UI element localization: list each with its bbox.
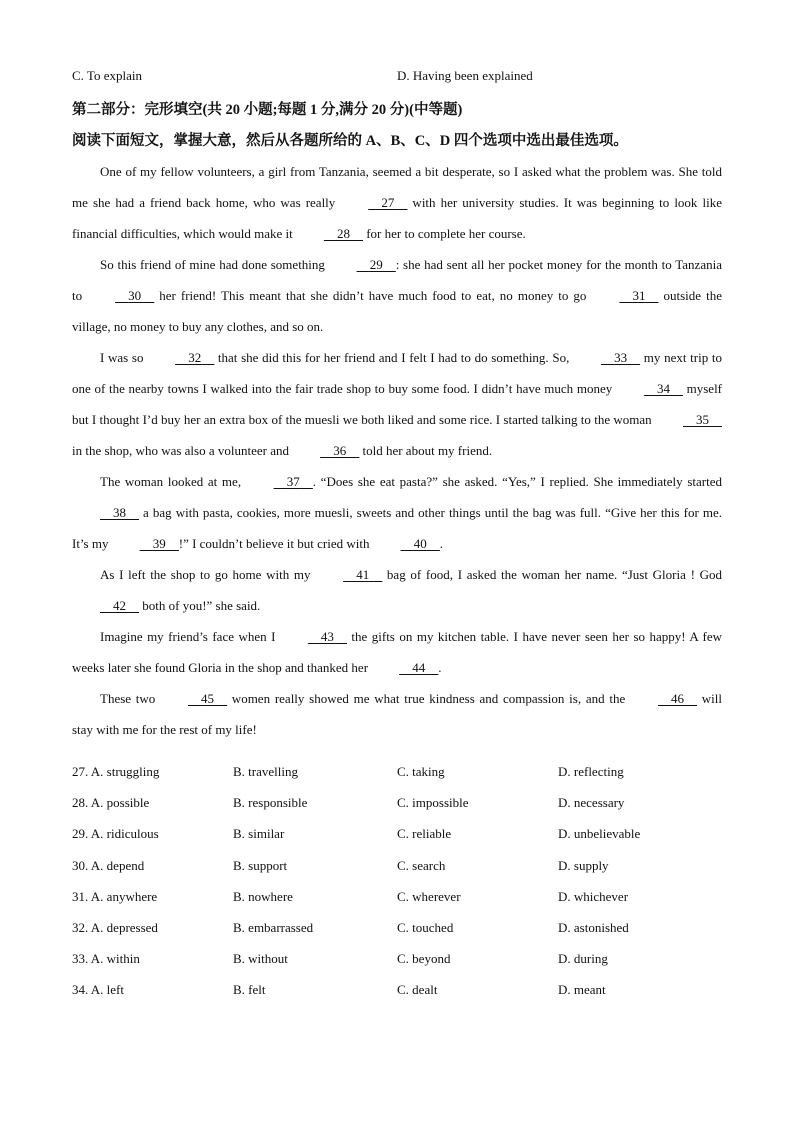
passage-text: One of my fellow volunteers, a girl from Tanzania, seemed a bit desperate, so I asked what the problem was. She told me she had a friend back home, who was really bbox=[72, 164, 722, 210]
blank-27: 27 bbox=[381, 195, 395, 210]
option-c: C. impossible bbox=[397, 795, 469, 811]
option-d: D. astonished bbox=[558, 919, 629, 935]
option-a: 29. A. ridiculous bbox=[72, 826, 159, 842]
passage-paragraph-4 bbox=[72, 466, 722, 559]
passage-text: a bag with pasta, cookies, more muesli, sweets and other things until the bag was full. “Give her this for me. It’s my bbox=[72, 505, 722, 551]
passage-text: As I left the shop to go home with my bbox=[100, 567, 316, 582]
blank-41: 41 bbox=[356, 567, 370, 582]
blank-38: 38 bbox=[113, 505, 126, 520]
option-b: B. travelling bbox=[233, 764, 298, 779]
passage-text: bag of food, I asked the woman her name. “Just Gloria ! God bbox=[382, 567, 722, 582]
option-b: B. responsible bbox=[233, 795, 308, 811]
blank-33: 33 bbox=[614, 350, 628, 365]
blank-28: 28 bbox=[336, 226, 350, 241]
option-d: D. necessary bbox=[558, 795, 625, 811]
blank-46: 46 bbox=[671, 691, 685, 706]
option-c: C. search bbox=[397, 857, 446, 873]
option-d: D. supply bbox=[558, 857, 609, 873]
option-c: C. wherever bbox=[397, 888, 461, 904]
blank-30: 30 bbox=[128, 288, 142, 303]
option-b: B. similar bbox=[233, 826, 285, 842]
passage-paragraph-5 bbox=[72, 559, 722, 621]
blank-39: 39 bbox=[152, 536, 166, 551]
cloze-passage bbox=[72, 156, 722, 745]
option-d: D. during bbox=[558, 951, 608, 967]
passage-text: told her about my friend. bbox=[359, 443, 493, 458]
option-a: 27. A. struggling bbox=[72, 764, 160, 779]
passage-text: in the shop, who was also a volunteer and bbox=[72, 443, 293, 458]
option-c: C. touched bbox=[397, 919, 454, 935]
blank-36: 36 bbox=[333, 443, 347, 458]
option-a: 32. A. depressed bbox=[72, 919, 158, 935]
passage-text: will stay with me for the rest of my life! bbox=[72, 691, 722, 737]
passage-text: !” I couldn’t believe it but cried with bbox=[178, 536, 373, 551]
passage-text: my next trip to one of the nearby towns I walked into the fair trade shop to buy some food. I didn’t have much money bbox=[72, 350, 722, 396]
question-row bbox=[72, 764, 732, 795]
passage-text: I was so bbox=[100, 350, 148, 365]
passage-paragraph-2 bbox=[72, 249, 722, 342]
passage-text: myself but I thought I’d buy her an extra box of the muesli we both liked and some rice. I started talking to the woman bbox=[72, 381, 723, 427]
option-b: B. embarrassed bbox=[233, 919, 314, 935]
option-c: C. reliable bbox=[397, 826, 452, 842]
passage-text: that she did this for her friend and I felt I had to do something. So, bbox=[214, 350, 574, 365]
passage-text: for her to complete her course. bbox=[362, 226, 526, 241]
blank-31: 31 bbox=[632, 288, 646, 303]
passage-paragraph-7 bbox=[72, 683, 722, 745]
option-c: C. taking bbox=[397, 764, 445, 779]
option-b: B. nowhere bbox=[233, 888, 293, 904]
passage-text: women really showed me what true kindness and compassion is, and the bbox=[227, 691, 631, 706]
passage-text: both of you!” she said. bbox=[139, 598, 261, 613]
passage-text: The woman looked at me, bbox=[100, 474, 246, 489]
passage-text: Imagine my friend’s face when I bbox=[100, 629, 280, 644]
section-title: 第二部分：完形填空(共 20 小题;每题 1 分,满分 20 分)(中等题) bbox=[72, 102, 463, 118]
passage-text: her friend! This meant that she didn’t have much food to eat, no money to go bbox=[154, 288, 592, 303]
blank-32: 32 bbox=[188, 350, 202, 365]
passage-text: the gifts on my kitchen table. I have never seen her so happy! A few weeks later she found Gloria in the shop and thanked her bbox=[72, 629, 723, 675]
option-a: 28. A. possible bbox=[72, 795, 150, 811]
option-b: B. without bbox=[233, 951, 288, 967]
blank-37: 37 bbox=[286, 474, 300, 489]
question-row bbox=[72, 920, 732, 951]
previous-question-options bbox=[72, 68, 732, 84]
option-b: B. felt bbox=[233, 982, 266, 998]
option-a: 34. A. left bbox=[72, 982, 124, 998]
option-d: D. reflecting bbox=[558, 764, 624, 779]
passage-text: : she had sent all her pocket money for the month to Tanzania to bbox=[72, 257, 722, 303]
passage-paragraph-6 bbox=[72, 621, 722, 683]
option-c: C. dealt bbox=[397, 982, 438, 998]
option-d: D. unbelievable bbox=[558, 826, 641, 842]
passage-text: . bbox=[439, 536, 443, 551]
blank-44: 44 bbox=[412, 660, 426, 675]
passage-text: . bbox=[438, 660, 442, 675]
question-row bbox=[72, 795, 732, 826]
section-instructions: 阅读下面短文，掌握大意，然后从各题所给的 A、B、C、D 四个选项中选出最佳选项。 bbox=[72, 133, 628, 149]
blank-29: 29 bbox=[369, 257, 383, 272]
question-row bbox=[72, 858, 732, 889]
option-d: D. whichever bbox=[558, 888, 629, 904]
option-c: C. To explain bbox=[72, 68, 142, 83]
option-d: D. meant bbox=[558, 982, 606, 998]
passage-paragraph-1 bbox=[72, 156, 722, 249]
passage-text: outside the village, no money to buy any clothes, and so on. bbox=[72, 288, 722, 334]
option-b: B. support bbox=[233, 857, 288, 873]
question-row bbox=[72, 982, 732, 1013]
blank-35: 35 bbox=[696, 412, 709, 427]
option-a: 31. A. anywhere bbox=[72, 888, 158, 904]
option-d: D. Having been explained bbox=[397, 68, 533, 83]
blank-34: 34 bbox=[656, 381, 670, 396]
question-options-list bbox=[72, 764, 732, 1014]
option-a: 33. A. within bbox=[72, 951, 140, 967]
blank-42: 42 bbox=[113, 598, 126, 613]
passage-text: So this friend of mine had done something bbox=[100, 257, 329, 272]
question-row bbox=[72, 889, 732, 920]
passage-paragraph-3 bbox=[72, 342, 722, 466]
question-row bbox=[72, 826, 732, 857]
option-a: 30. A. depend bbox=[72, 857, 145, 873]
blank-45: 45 bbox=[201, 691, 215, 706]
blank-40: 40 bbox=[413, 536, 427, 551]
question-row bbox=[72, 951, 732, 982]
passage-text: with her university studies. It was beginning to look like financial difficulties, which would make it bbox=[72, 195, 722, 241]
blank-43: 43 bbox=[320, 629, 334, 644]
passage-text: . “Does she eat pasta?” she asked. “Yes,” I replied. She immediately started bbox=[312, 474, 722, 489]
option-c: C. beyond bbox=[397, 951, 451, 967]
passage-text: These two bbox=[100, 691, 161, 706]
